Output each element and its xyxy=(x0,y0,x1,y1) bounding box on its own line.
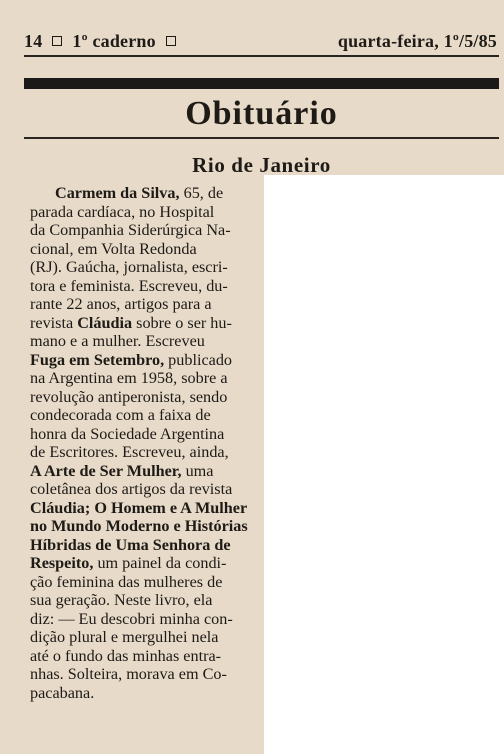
text-run: mano e a mulher. Escreveu xyxy=(30,332,205,350)
text-run: rante 22 anos, artigos para a xyxy=(30,295,212,313)
bold-text: Fuga em Setembro, xyxy=(30,350,165,369)
article-line xyxy=(30,425,254,444)
article-line xyxy=(30,517,254,536)
text-run: revolução antiperonista, sendo xyxy=(30,387,228,406)
text-run: até o fundo das minhas entra- xyxy=(30,646,222,665)
article-line xyxy=(30,647,254,666)
article-line xyxy=(30,554,254,573)
article-line xyxy=(30,258,254,277)
article-line xyxy=(30,573,254,592)
article-line xyxy=(30,351,254,370)
article-line xyxy=(30,628,254,647)
text-run: 65, de xyxy=(179,184,224,202)
title-rule xyxy=(24,137,499,139)
text-run: nhas. Solteira, morava em Co- xyxy=(30,665,227,683)
article-line xyxy=(30,295,254,314)
folio-rule xyxy=(24,55,499,57)
bold-text: A Arte de Ser Mulher, xyxy=(30,461,182,480)
article-line xyxy=(30,462,254,481)
text-run: honra da Sociedade Argentina xyxy=(30,424,225,443)
article-line xyxy=(30,203,254,222)
text-run: publicado xyxy=(164,350,233,369)
section-title: Obituário xyxy=(185,95,338,132)
text-run: sobre o ser hu- xyxy=(132,313,232,332)
bold-text: Híbridas de Uma Senhora de xyxy=(30,535,231,554)
bold-text: no Mundo Moderno e Histórias xyxy=(30,517,248,535)
text-run: revista xyxy=(30,313,78,332)
article-line xyxy=(30,277,254,296)
text-run: pacabana. xyxy=(30,683,95,702)
text-run: sua geração. Neste livro, ela xyxy=(30,591,213,609)
text-run: (RJ). Gaúcha, jornalista, escri- xyxy=(30,258,228,276)
publication-date: quarta-feira, 1º/5/85 xyxy=(337,31,497,51)
section-name: 1º caderno xyxy=(72,31,156,51)
text-run: da Companhia Siderúrgica Na- xyxy=(30,221,231,239)
bold-text: Cláudia; O Homem e A Mulher xyxy=(30,498,248,517)
text-run: uma xyxy=(181,461,214,480)
article-line xyxy=(30,443,254,462)
section-heavy-rule xyxy=(24,78,499,89)
article-line xyxy=(30,610,254,629)
section-subtitle: Rio de Janeiro xyxy=(192,153,331,177)
article-line xyxy=(30,369,254,388)
article-line xyxy=(30,480,254,499)
article-line xyxy=(30,499,254,518)
square-separator-icon xyxy=(52,36,62,46)
text-run: na Argentina em 1958, sobre a xyxy=(30,369,228,387)
text-run: tora e feminista. Escreveu, du- xyxy=(30,276,228,295)
text-run: cional, em Volta Redonda xyxy=(30,239,197,258)
text-run: de Escritores. Escreveu, ainda, xyxy=(30,443,229,461)
bold-text: Respeito, xyxy=(30,554,94,572)
page-number: 14 xyxy=(24,31,43,51)
bold-text: Carmem da Silva, xyxy=(55,184,180,202)
text-run: parada cardíaca, no Hospital xyxy=(30,202,215,221)
article-line xyxy=(30,665,254,684)
article-line xyxy=(30,184,254,203)
square-separator-icon xyxy=(166,36,176,46)
text-run: dição plural e mergulhei nela xyxy=(30,628,219,646)
bold-text: Cláudia xyxy=(77,313,133,332)
article-line xyxy=(30,221,254,240)
text-run: coletânea dos artigos da revista xyxy=(30,480,233,498)
text-run: condecorada com a faixa de xyxy=(30,406,211,424)
text-run: diz: — Eu descobri minha con- xyxy=(30,609,233,628)
article-line xyxy=(30,332,254,351)
article-line xyxy=(30,240,254,259)
article-line xyxy=(30,388,254,407)
page-folio xyxy=(24,31,499,52)
text-run: ção feminina das mulheres de xyxy=(30,572,223,591)
text-run: um painel da condi- xyxy=(93,554,227,572)
obituary-text xyxy=(30,184,254,702)
article-line xyxy=(30,684,254,703)
article-line xyxy=(30,536,254,555)
article-line xyxy=(30,314,254,333)
article-line xyxy=(30,406,254,425)
article-line xyxy=(30,591,254,610)
